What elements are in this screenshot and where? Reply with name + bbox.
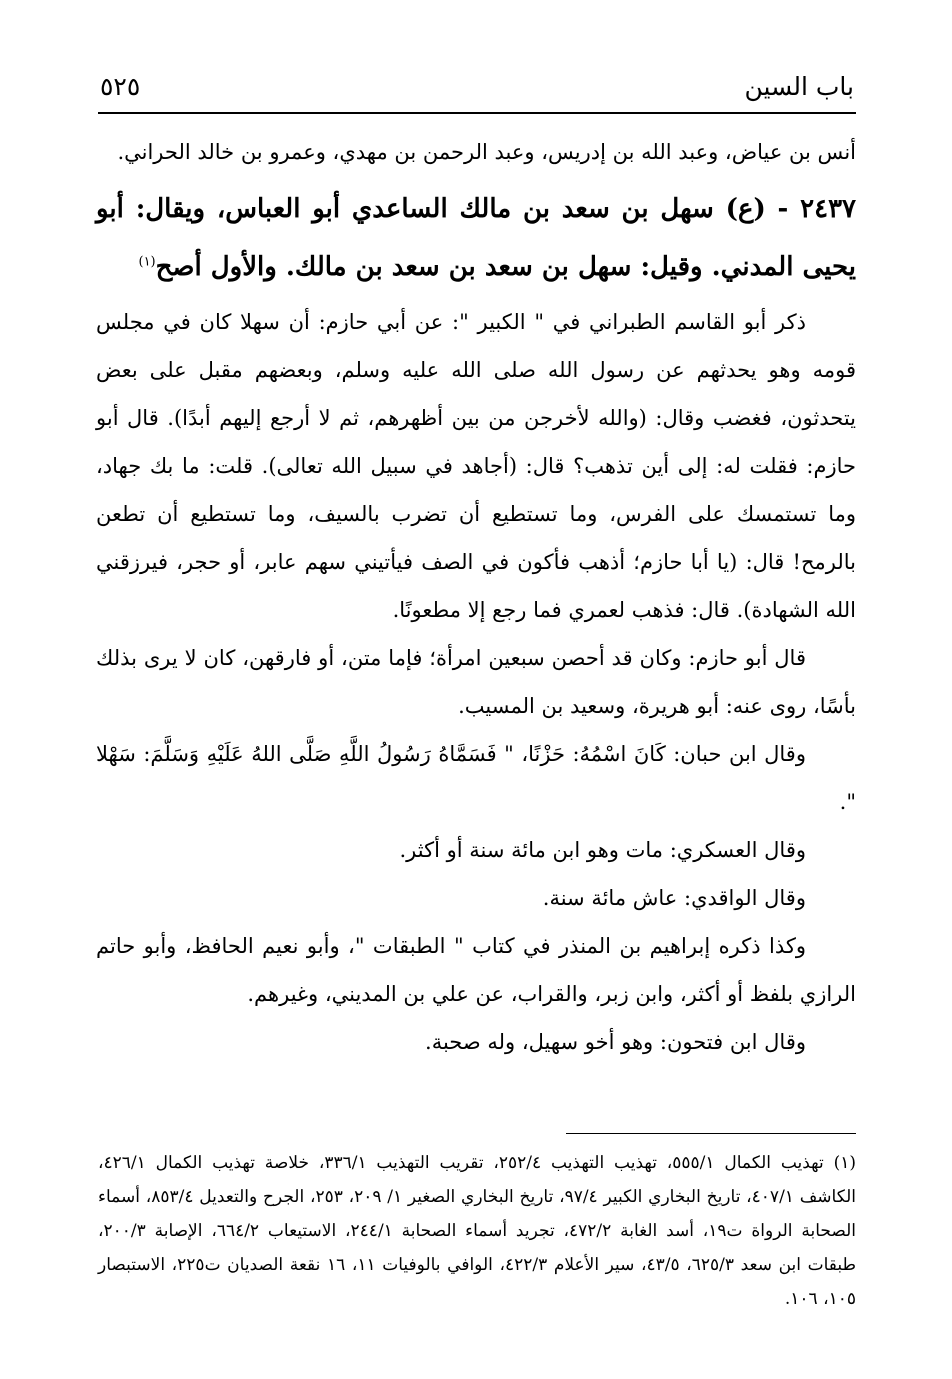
footnote-divider xyxy=(566,1133,856,1134)
section-title: باب السين xyxy=(744,71,854,101)
paragraph-ibn-fathun: وقال ابن فتحون: وهو أخو سهيل، وله صحبة. xyxy=(425,1030,806,1054)
entry-title-text: ٢٤٣٧ - (ع) سهل بن سعد بن مالك الساعدي أبو العباس، ويقال: أبو يحيى المدني. وقيل: سهل بن سعد بن سعد بن مالك. والأول أصح xyxy=(96,194,856,282)
paragraph-abu-hazim: قال أبو حازم: وكان قد أحصن سبعين امرأة؛ فإما متن، أو فارقهن، كان لا يرى بذلك بأسًا، روى عنه: أبو هريرة، وسعيد بن المسيب. xyxy=(96,646,856,718)
paragraph-waqidi: وقال الواقدي: عاش مائة سنة. xyxy=(542,886,806,910)
footnote-text: (١) تهذيب الكمال ٥٥٥/١، تهذيب التهذيب ٢٥٢/٤، تقريب التهذيب ٣٣٦/١، خلاصة تهذيب الكمال ٤٢٦/١، الكاشف ٤٠٧/١، تاريخ البخاري الكبير ٩٧/٤، تاريخ البخاري الصغير ١/ ٢٠٩، ٢٥٣، الجرح والتعديل ٨٥٣/٤، أسماء الصحابة الرواة ت١٩، أسد الغابة ٤٧٢/٢، تجريد أسماء الصحابة ٢٤٤/١، الاستيعاب ٦٦٤/٢، الإصابة ٢٠٠/٣، طبقات ابن سعد ٦٢٥/٣، ٤٣/٥، سير الأعلام ٤٢٢/٣، الوافي بالوفيات ١١، ١٦ نقعة الصديان ت٢٢٥، الاستبصار ١٠٥، ١٠٦. xyxy=(98,1153,857,1309)
page-number: ٥٢٥ xyxy=(100,71,141,101)
continuation-paragraph: أنس بن عياض، وعبد الله بن إدريس، وعبد الرحمن بن مهدي، وعمرو بن خالد الحراني. xyxy=(117,140,856,164)
page-body xyxy=(96,128,856,1066)
header-divider xyxy=(98,112,856,114)
paragraph-askari: وقال العسكري: مات وهو ابن مائة سنة أو أكثر. xyxy=(399,838,806,862)
paragraph-tabarani: ذكر أبو القاسم الطبراني في " الكبير ": عن أبي حازم: أن سهلا كان في مجلس قومه وهو يحدثهم عن رسول الله صلى الله عليه وسلم، وبعضهم مقبل على بعض يتحدثون، فغضب وقال: (والله لأخرجن من بين أظهرهم، ثم لا أرجع إليهم أبدًا). قال أبو حازم: فقلت له: إلى أين تذهب؟ قال: (أجاهد في سبيل الله تعالى). قلت: ما بك جهاد، وما تستمسك على الفرس، وما تستطيع أن تضرب بالسيف، وما تستطيع أن تطعن بالرمح! قال: (يا أبا حازم؛ أذهب فأكون في الصف فيأتيني سهم عابر، أو حجر، فيرزقني الله الشهادة). قال: فذهب لعمري فما رجع إلا مطعونًا. xyxy=(96,310,856,622)
paragraph-ibn-mundhir: وكذا ذكره إبراهيم بن المنذر في كتاب " الطبقات "، وأبو نعيم الحافظ، وأبو حاتم الرازي بلفظ أو أكثر، وابن زبر، والقراب، عن علي بن المديني، وغيرهم. xyxy=(96,934,856,1006)
footnote xyxy=(98,1146,856,1316)
footnote-reference: (١) xyxy=(138,254,156,270)
entry-title xyxy=(96,180,856,296)
page-header xyxy=(100,66,854,106)
paragraph-ibn-hibban: وقال ابن حبان: كَانَ اسْمُهُ: حَزْنًا، " فَسَمَّاهُ رَسُولُ اللَّهِ صَلَّى اللهُ عَلَيْهِ وَسَلَّمَ: سَهْلا ". xyxy=(96,742,856,814)
